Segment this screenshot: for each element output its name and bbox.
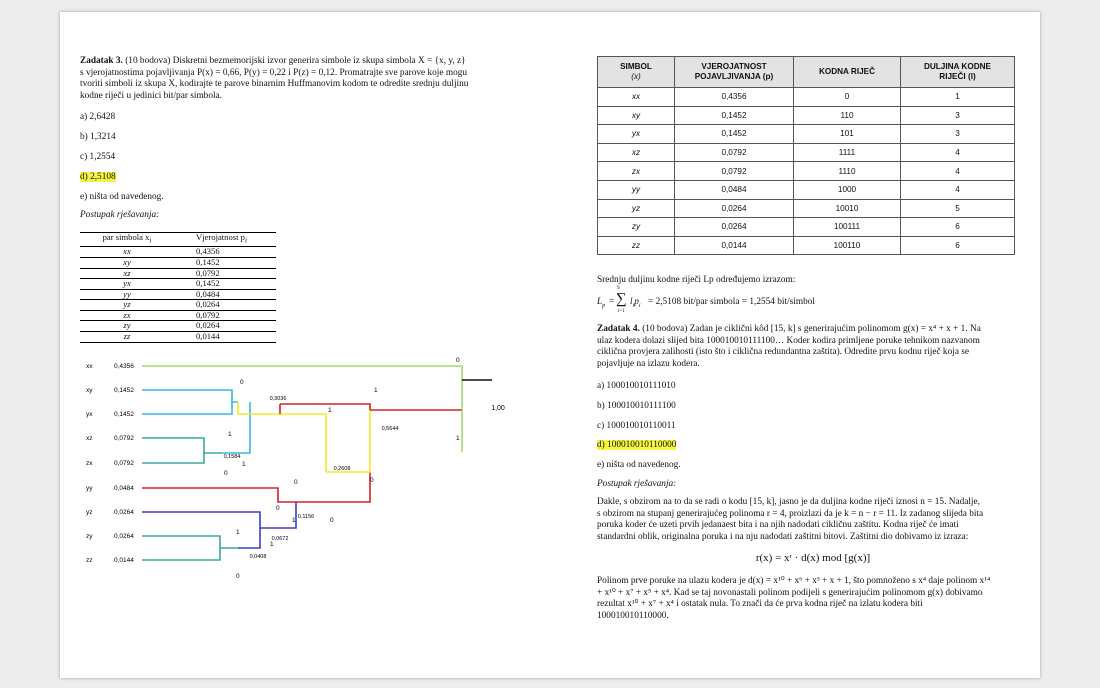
leaf-pair-label: zy xyxy=(86,533,93,540)
solution-line: s obzirom na stupanj generirajućeg polinoma r = 4, proizlazi da je k = n − r = 11. Iz zadanog slijeda bita xyxy=(597,508,984,519)
node-probability-label: 0,2608 xyxy=(333,466,351,472)
branch-bit-label: 0 xyxy=(240,379,244,386)
codeword-cell: 101 xyxy=(794,125,901,144)
branch-bit-label: 1 xyxy=(228,431,232,438)
code-table-row xyxy=(598,125,1015,144)
task4-line: pojavljuje na izlazu kodera. xyxy=(597,358,700,369)
node-probability-label: 0,0408 xyxy=(249,554,267,560)
avg-length-result: = 2,5108 bit/par simbola = 1,2554 bit/simbol xyxy=(648,297,815,307)
probability-cell: 0,0144 xyxy=(675,236,794,255)
probability-cell: 0,1452 xyxy=(174,279,276,290)
leaf-pair-label: xy xyxy=(86,387,93,394)
task4-option-b: b) 100010010111100 xyxy=(597,401,676,411)
probability-cell: 0,0264 xyxy=(675,218,794,237)
pair-table-row xyxy=(80,247,276,258)
node-probability-label: 0,1156 xyxy=(297,514,315,520)
code-table-header: VJEROJATNOST POJAVLJIVANJA (p) xyxy=(675,57,794,88)
task3-option-d-highlighted: d) 2,5108 xyxy=(80,172,116,182)
task3-title: Zadatak 3. xyxy=(80,56,123,66)
branch-3036 xyxy=(238,402,326,472)
symbol-cell: zx xyxy=(598,162,675,181)
branch-bit-label: 0 xyxy=(294,479,298,486)
leaf-probability-label: 0,0144 xyxy=(114,557,134,564)
leaf-pair-label: yz xyxy=(86,509,93,516)
leaf-probability-label: 0,0264 xyxy=(114,509,134,516)
task3-option-c: c) 1,2554 xyxy=(80,152,116,162)
probability-cell: 0,0792 xyxy=(174,268,276,279)
avg-length-intro: Srednju duljinu kodne riječi Lp određujemo izrazom: xyxy=(597,275,796,285)
task3-line: kodne riječi u jedinici bit/par simbola. xyxy=(80,90,222,101)
branch-zy xyxy=(142,536,238,548)
node-probability-label: 0,5644 xyxy=(381,426,399,432)
task4-procedure-label: Postupak rješavanja: xyxy=(597,479,677,489)
codeword-cell: 1111 xyxy=(794,143,901,162)
leaf-probability-label: 0,1452 xyxy=(114,387,134,394)
solution-line: poruka koder će uzeti prvih jedanaest bita i na njih nadodati cikličnu zaštitu. Kodna riječ će imati xyxy=(597,520,959,531)
length-cell: 1 xyxy=(901,88,1015,107)
code-table-row xyxy=(598,218,1015,237)
code-table-header: DULJINA KODNE RIJEČI (l) xyxy=(901,57,1015,88)
branch-bit-label: 1 xyxy=(270,541,274,548)
leaf-pair-label: yy xyxy=(86,485,93,492)
node-probability-label: 0,0672 xyxy=(271,536,289,542)
task4-option-d-highlighted: d) 100010010110000 xyxy=(597,440,677,450)
probability-cell: 0,4356 xyxy=(174,247,276,258)
branch-zx xyxy=(142,453,204,463)
codeword-cell: 0 xyxy=(794,88,901,107)
branch-bit-label: 1 xyxy=(236,529,240,536)
code-table-row xyxy=(598,180,1015,199)
task4-line: ciklična provjera zalihosti (isto što i ciklična redundantna zaštita). Odredite prvu kodnu riječ koja se xyxy=(597,347,970,358)
symbol-cell: yx xyxy=(598,125,675,144)
branch-yx xyxy=(142,402,232,414)
length-cell: 6 xyxy=(901,218,1015,237)
pair-cell: zx xyxy=(80,310,174,321)
codeword-cell: 10010 xyxy=(794,199,901,218)
branch-bit-label: 1 xyxy=(242,461,246,468)
probability-cell: 0,0144 xyxy=(174,332,276,343)
branch-bit-label: 0 xyxy=(224,470,228,477)
final-line: + x¹⁰ + x⁷ + x⁵ + x⁴. Kad se taj novonastali polinom podijeli s generirajućim polinomom g(x) dobivamo xyxy=(597,587,983,598)
pair-table-row xyxy=(80,310,276,321)
code-table-row xyxy=(598,88,1015,107)
probability-cell: 0,0792 xyxy=(675,162,794,181)
task3-option-b: b) 1,3214 xyxy=(80,132,116,142)
codeword-cell: 1110 xyxy=(794,162,901,181)
node-probability-label: 0,1584 xyxy=(223,454,241,460)
branch-0672 xyxy=(278,502,296,528)
pair-cell: xz xyxy=(80,268,174,279)
branch-xy xyxy=(142,390,238,402)
branch-yy xyxy=(142,488,296,502)
pair-cell: xx xyxy=(80,247,174,258)
probability-cell: 0,0264 xyxy=(174,300,276,311)
code-table-row xyxy=(598,106,1015,125)
leaf-pair-label: zx xyxy=(86,460,93,467)
leaf-probability-label: 0,4356 xyxy=(114,363,134,370)
branch-bit-label: 0 xyxy=(276,505,280,512)
huffman-tree-diagram xyxy=(80,352,505,592)
pair-cell: yx xyxy=(80,279,174,290)
length-cell: 5 xyxy=(901,199,1015,218)
final-line: 100010010110000. xyxy=(597,610,669,621)
leaf-pair-label: xz xyxy=(86,435,93,442)
branch-bit-label: 1 xyxy=(328,407,332,414)
branch-2608 xyxy=(326,404,370,472)
pair-table-header: par simbola $x_i$ xyxy=(80,233,174,247)
node-probability-label: 0,3036 xyxy=(269,396,287,402)
leaf-pair-label: yx xyxy=(86,411,93,418)
pair-table-row xyxy=(80,279,276,290)
branch-bit-label: 0 xyxy=(236,573,240,580)
pair-probability-table xyxy=(80,232,276,343)
branch-zz xyxy=(142,548,220,560)
probability-cell: 0,1452 xyxy=(675,125,794,144)
remainder-equation: r(x) = xʳ · d(x) mod [g(x)] xyxy=(755,552,871,564)
length-cell: 6 xyxy=(901,236,1015,255)
codeword-cell: 100111 xyxy=(794,218,901,237)
probability-cell: 0,1452 xyxy=(174,257,276,268)
branch-bit-label: 1 xyxy=(374,387,378,394)
task4-statement xyxy=(597,324,1027,370)
code-table-row xyxy=(598,199,1015,218)
leaf-pair-label: xx xyxy=(86,363,93,370)
task3-line: s vjerojatnostima pojavljivanja P(x) = 0,66, P(y) = 0,22 i P(z) = 0,12. Promatrajte sve parove koje mogu xyxy=(80,67,468,78)
pair-cell: zz xyxy=(80,332,174,343)
symbol-cell: yy xyxy=(598,180,675,199)
task4-line: (10 bodova) Zadan je ciklični kôd [15, k] s generirajućim polinomom g(x) = x⁴ + x + 1. Na xyxy=(639,324,981,334)
probability-cell: 0,0484 xyxy=(675,180,794,199)
leaf-probability-label: 0,0792 xyxy=(114,460,134,467)
symbol-cell: yz xyxy=(598,199,675,218)
leaf-probability-label: 0,0264 xyxy=(114,533,134,540)
codeword-cell: 100110 xyxy=(794,236,901,255)
pair-table-row xyxy=(80,300,276,311)
symbol-cell: zz xyxy=(598,236,675,255)
pair-table-row xyxy=(80,268,276,279)
task4-option-a: a) 100010010111010 xyxy=(597,381,676,391)
symbol-cell: xx xyxy=(598,88,675,107)
branch-bit-label: 0 xyxy=(370,477,374,484)
branch-bit-label: 0 xyxy=(456,357,460,364)
task3-procedure-label: Postupak rješavanja: xyxy=(80,210,160,220)
leaf-pair-label: zz xyxy=(86,557,93,564)
length-cell: 3 xyxy=(901,106,1015,125)
final-line: Polinom prve poruke na ulazu kodera je d(x) = x¹⁰ + x⁶ + x³ + x + 1, što pomnoženo s x⁴ daje polinom x¹⁴ xyxy=(597,576,991,586)
codeword-cell: 110 xyxy=(794,106,901,125)
task3-option-e: e) ništa od navedenog. xyxy=(80,192,164,202)
pair-cell: yy xyxy=(80,289,174,300)
task3-line: tvoriti simboli iz skupa X, kodirajte te parove binarnim Huffmanovim kodom te odredite srednju duljinu xyxy=(80,79,469,90)
task4-title: Zadatak 4. xyxy=(597,324,640,334)
pair-cell: xy xyxy=(80,257,174,268)
solution-line: standardni oblik, originalna poruka i na nju nadodati zaštitni bitovi. Zaštitni dio dobivamo iz izraza: xyxy=(597,531,969,542)
leaf-probability-label: 0,1452 xyxy=(114,411,134,418)
solution-line: Dakle, s obzirom na to da se radi o kodu [15, k], jasno je da duljina kodne riječi iznosi n = 15. Nadalje, xyxy=(597,497,980,507)
symbol-cell: xy xyxy=(598,106,675,125)
leaf-probability-label: 0,0792 xyxy=(114,435,134,442)
final-line: rezultat x¹⁰ + x⁷ + x⁴ i ostatak nula. To znači da će prva kodna riječ na izlatu kodera biti xyxy=(597,599,923,610)
task3-option-a: a) 2,6428 xyxy=(80,112,116,122)
task4-final xyxy=(597,576,1029,622)
branch-1584 xyxy=(222,402,250,453)
task4-solution xyxy=(597,497,1029,543)
task4-option-c: c) 100010010110011 xyxy=(597,421,676,431)
task3-intro: (10 bodova) Diskretni bezmemorijski izvor generira simbole iz skupa simbola X = {x, y, z} xyxy=(122,56,466,66)
length-cell: 4 xyxy=(901,180,1015,199)
node-probability-label: 1,00 xyxy=(491,405,505,412)
length-cell: 3 xyxy=(901,125,1015,144)
document-page: Zadatak 3. (10 bodova) Diskretni bezmemorijski izvor generira simbole iz skupa simbola X = {x, y, z} s vjerojatnostima pojavljivanja P(x) = 0,66, P(y) = 0,22 i P(z) = 0,12. Promatrajte sve parove koje mogu tvoriti simboli iz skupa X, kodirajte te parove binarnim Huffmanovim kodom te odredite srednju duljinu kodne riječi u jedinici bit/par simbola. a) 2,6428 b) 1,3214 c) 1,2554 d) 2,5108 e) ništa od navedenog. Postupak rješavanja: par simbola $x_i$ Vjerojatnost $p_i$ xx 0,4356 xy 0,1452 xz 0,0792 yx 0,1452 yy 0,0484 yz 0,0264 zx 0,0792 zy 0,0264 zz 0,0144 xx 0,4356 xy 0,1452 yx 0,1452 xz 0,0792 zx 0,0792 yy 0,0484 yz 0,0264 zy 0,0264 zz 0,0144 0,3036 0,1584 0,5644 0,2608 0,1156 0,0672 0,0408 1,00 0 0 1 1 1 1 1 0 0 0 0 1 0 1 1 0 SIMBOL (x) VJEROJATNOST POJAVLJIVANJA (p) KODNA RIJEČ DULJINA KODNE RIJEČI (l) xx 0,4356 0 1 xy 0,1452 110 3 yx 0,1452 101 3 xz 0,0792 1111 4 zx 0,0792 1110 4 yy 0,0484 1000 4 yz 0,0264 10010 5 zy 0,0264 100111 6 zz 0,0144 100110 6 Srednju duljinu kodne riječi Lp određujemo izrazom: $L_p$ = 9 ∑ i=1 $l_ip_i$ = 2,5108 bit/par simbola = 1,2554 bit/simbol Zadatak 4. (10 bodova) Zadan je ciklični kôd [15, k] s generirajućim polinomom g(x) = x⁴ + x + 1. Na ulaz kodera dolazi slijed bita 100010010111100… Koder kodira primljene poruke tehnikom nazvanom ciklična provjera zalihosti (isto što i ciklična redundantna zaštita). Odredite prvu kodnu riječ koja se pojavljuje na izlazu kodera. a) 100010010111010 b) 100010010111100 c) 100010010110011 d) 100010010110000 e) ništa od navedenog. Postupak rješavanja: Dakle, s obzirom na to da se radi o kodu [15, k], jasno je da duljina kodne riječi iznosi n = 15. Nadalje, s obzirom na stupanj generirajućeg polinoma r = 4, proizlazi da je k = n − r = 11. Iz zadanog slijeda bita poruka koder će uzeti prvih jedanaest bita i na njih nadodati cikličnu zaštitu. Kodna riječ će imati standardni oblik, originalna poruka i na nju nadodati zaštitni bitovi. Zaštitni dio dobivamo iz izraza: r(x) = xʳ · d(x) mod [g(x)] Polinom prve poruke na ulazu kodera je d(x) = x¹⁰ + x⁶ + x³ + x + 1, što pomnoženo s x⁴ daje polinom x¹⁴ + x¹⁰ + x⁷ + x⁵ + x⁴. Kad se taj novonastali polinom podijeli s generirajućim polinomom g(x) dobivamo rezultat x¹⁰ + x⁷ + x⁴ i ostatak nula. To znači da će prva kodna riječ na izlatu kodera biti 100010010110000. xyxy=(60,12,1040,678)
codeword-cell: 1000 xyxy=(794,180,901,199)
code-table-header: KODNA RIJEČ xyxy=(794,57,901,88)
task4-option-e: e) ništa od navedenog. xyxy=(597,460,681,470)
pair-table-row xyxy=(80,289,276,300)
symbol-cell: xz xyxy=(598,143,675,162)
pair-cell: yz xyxy=(80,300,174,311)
code-table-row xyxy=(598,143,1015,162)
probability-cell: 0,0264 xyxy=(675,199,794,218)
code-table-row xyxy=(598,162,1015,181)
branch-xz xyxy=(142,438,222,453)
code-table-header: SIMBOL (x) xyxy=(598,57,675,88)
task3-statement xyxy=(80,56,520,102)
probability-cell: 0,0264 xyxy=(174,321,276,332)
symbol-cell: zy xyxy=(598,218,675,237)
probability-cell: 0,0792 xyxy=(174,310,276,321)
code-table-row xyxy=(598,236,1015,255)
length-cell: 4 xyxy=(901,162,1015,181)
probability-cell: 0,1452 xyxy=(675,106,794,125)
branch-bit-label: 0 xyxy=(330,517,334,524)
task4-line: ulaz kodera dolazi slijed bita 100010010111100… Koder kodira primljene poruke tehnikom nazvanom xyxy=(597,335,980,346)
pair-cell: zy xyxy=(80,321,174,332)
length-cell: 4 xyxy=(901,143,1015,162)
branch-1156 xyxy=(296,472,370,502)
huffman-code-table xyxy=(597,56,1015,255)
branch-yz xyxy=(142,512,278,528)
pair-table-row xyxy=(80,257,276,268)
leaf-probability-label: 0,0484 xyxy=(114,485,134,492)
probability-cell: 0,0792 xyxy=(675,143,794,162)
pair-table-row xyxy=(80,332,276,343)
branch-bit-label: 1 xyxy=(456,435,460,442)
pair-table-row xyxy=(80,321,276,332)
branch-5644-top xyxy=(280,404,370,410)
pair-table-header: Vjerojatnost $p_i$ xyxy=(174,233,276,247)
branch-bit-label: 1 xyxy=(292,517,296,524)
probability-cell: 0,4356 xyxy=(675,88,794,107)
branch-0408 xyxy=(238,528,260,548)
probability-cell: 0,0484 xyxy=(174,289,276,300)
